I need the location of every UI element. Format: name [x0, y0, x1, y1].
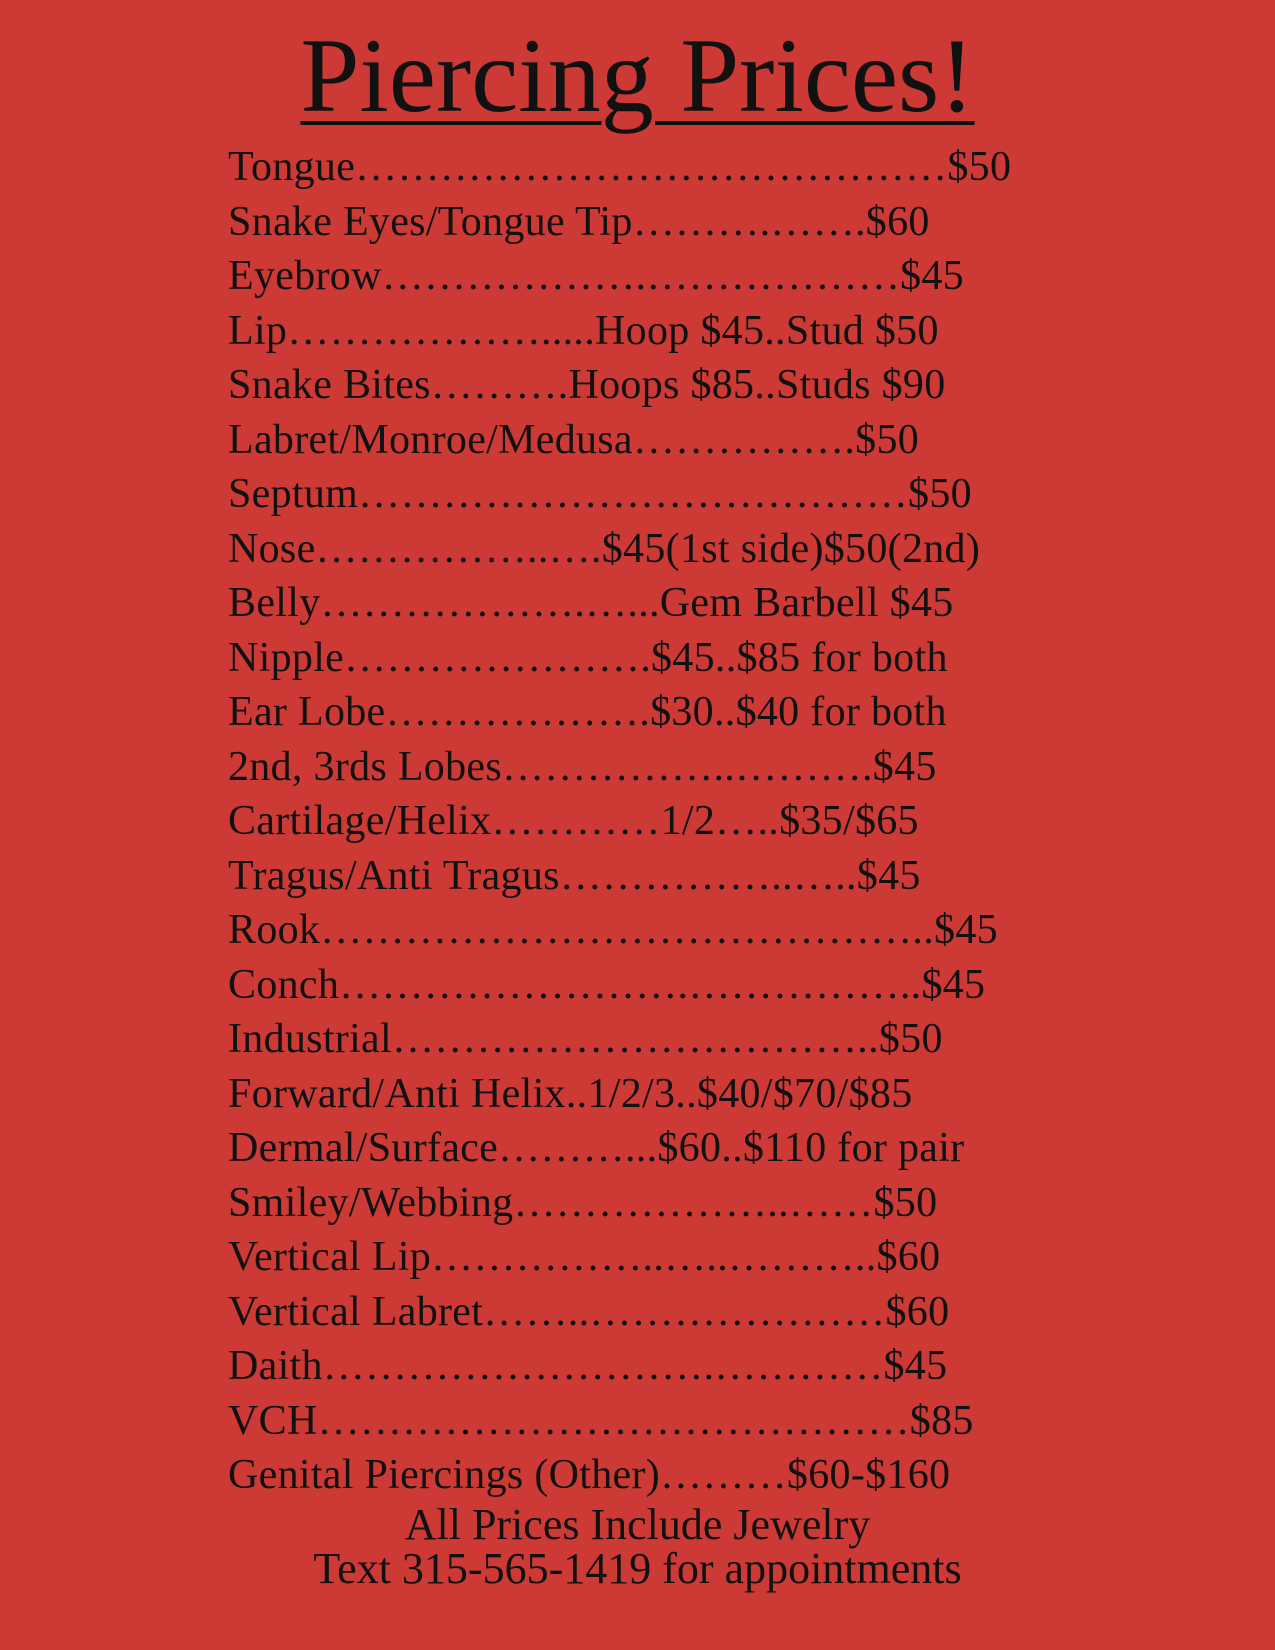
- price-item-eyebrow: Eyebrow……………….………………$45: [228, 253, 965, 299]
- price-item-lip: Lip……………….....Hoop $45..Stud $50: [228, 307, 939, 354]
- price-item-snake-eyes: Snake Eyes/Tongue Tip……….…….$60: [228, 198, 930, 245]
- price-item-vertical-lip: Vertical Lip……………..…..………..$60: [228, 1234, 941, 1280]
- price-item-forward-helix: Forward/Anti Helix..1/2/3..$40/$70/$85: [228, 1070, 913, 1117]
- price-item-septum: Septum…………………………………$50: [228, 471, 972, 517]
- footer: [0, 1500, 1275, 1593]
- price-item-tongue: Tongue……………………………………$50: [228, 144, 1012, 190]
- price-item-genital: Genital Piercings (Other)………$60-$160: [228, 1452, 951, 1498]
- page-title: Piercing Prices!: [300, 17, 975, 134]
- price-item-extra-lobes: 2nd, 3rds Lobes……………..……….$45: [228, 743, 937, 790]
- price-item-daith: Daith……………………….…………$45: [228, 1343, 948, 1389]
- price-item-rook: Rook……………………………………..$45: [228, 907, 998, 953]
- price-item-nose: Nose……………..….$45(1st side)$50(2nd): [228, 525, 981, 572]
- price-item-vertical-labret: Vertical Labret……..…………………$60: [228, 1288, 950, 1335]
- price-item-cartilage: Cartilage/Helix…………1/2…..$35/$65: [228, 798, 919, 844]
- price-item-tragus: Tragus/Anti Tragus……………..…..$45: [228, 852, 921, 899]
- price-item-smiley: Smiley/Webbing………………..……$50: [228, 1179, 938, 1226]
- contact-note: Text 315-565-1419 for appointments: [313, 1544, 962, 1593]
- price-item-vch: VCH……………………………………$85: [228, 1397, 974, 1444]
- price-item-industrial: Industrial……………………………..$50: [228, 1016, 943, 1062]
- price-item-nipple: Nipple………………….$45..$85 for both: [228, 634, 948, 681]
- price-item-labret: Labret/Monroe/Medusa…………….$50: [228, 416, 920, 463]
- price-item-belly: Belly……………….…...Gem Barbell $45: [228, 580, 954, 626]
- price-item-snake-bites: Snake Bites……….Hoops $85..Studs $90: [228, 362, 946, 408]
- price-item-dermal: Dermal/Surface………...$60..$110 for pair: [228, 1125, 965, 1171]
- price-list: [228, 140, 1011, 1503]
- jewelry-note: All Prices Include Jewelry: [404, 1500, 871, 1549]
- price-item-ear-lobe: Ear Lobe……………….$30..$40 for both: [228, 689, 947, 735]
- price-item-conch: Conch…………………….……………..$45: [228, 961, 986, 1008]
